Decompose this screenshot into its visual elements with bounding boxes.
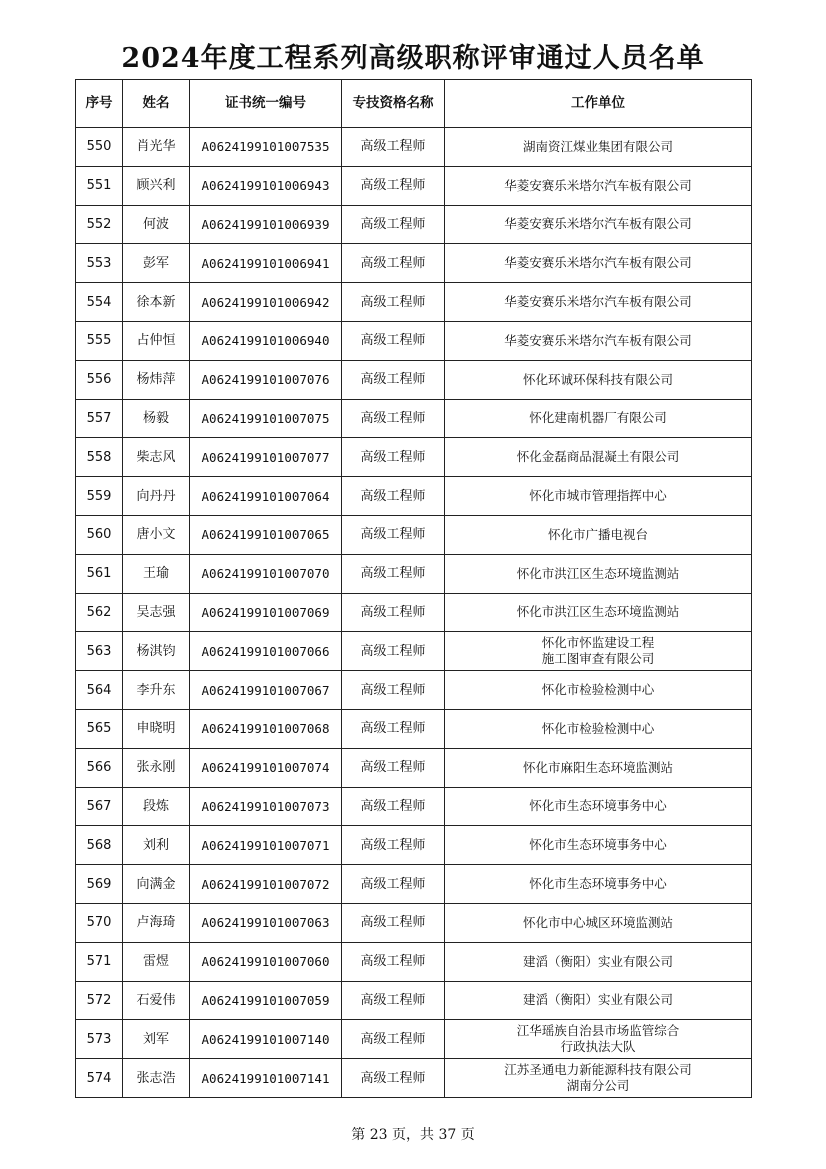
table-row <box>76 321 752 360</box>
cell-qual: 高级工程师 <box>342 205 445 244</box>
cell-seq: 550 <box>76 128 123 167</box>
cell-seq: 557 <box>76 399 123 438</box>
cell-qual: 高级工程师 <box>342 128 445 167</box>
cell-cert: A0624199101007072 <box>190 865 342 904</box>
table-row <box>76 632 752 671</box>
cell-seq: 559 <box>76 477 123 516</box>
table-row <box>76 903 752 942</box>
cell-name: 吴志强 <box>123 593 190 632</box>
cell-unit: 怀化市广播电视台 <box>445 515 752 554</box>
cell-name: 占仲恒 <box>123 321 190 360</box>
table-row <box>76 244 752 283</box>
header-seq: 序号 <box>76 80 123 128</box>
table-row <box>76 942 752 981</box>
cell-cert: A0624199101007141 <box>190 1059 342 1098</box>
cell-name: 肖光华 <box>123 128 190 167</box>
cell-name: 段炼 <box>123 787 190 826</box>
cell-seq: 570 <box>76 903 123 942</box>
cell-name: 向丹丹 <box>123 477 190 516</box>
cell-qual: 高级工程师 <box>342 244 445 283</box>
cell-qual: 高级工程师 <box>342 283 445 322</box>
cell-qual: 高级工程师 <box>342 1059 445 1098</box>
cell-unit: 建滔（衡阳）实业有限公司 <box>445 942 752 981</box>
table-row <box>76 515 752 554</box>
cell-cert: A0624199101007067 <box>190 671 342 710</box>
table-row <box>76 360 752 399</box>
cell-seq: 571 <box>76 942 123 981</box>
cell-unit: 怀化市检验检测中心 <box>445 671 752 710</box>
cell-name: 杨淇钧 <box>123 632 190 671</box>
cell-cert: A0624199101007071 <box>190 826 342 865</box>
table-row <box>76 1020 752 1059</box>
cell-unit: 怀化市怀监建设工程 施工图审查有限公司 <box>445 632 752 671</box>
cell-unit: 华菱安赛乐米塔尔汽车板有限公司 <box>445 283 752 322</box>
cell-qual: 高级工程师 <box>342 671 445 710</box>
cell-seq: 552 <box>76 205 123 244</box>
cell-qual: 高级工程师 <box>342 632 445 671</box>
cell-name: 刘军 <box>123 1020 190 1059</box>
cell-cert: A0624199101006939 <box>190 205 342 244</box>
cell-cert: A0624199101007070 <box>190 554 342 593</box>
cell-seq: 562 <box>76 593 123 632</box>
cell-unit: 怀化市城市管理指挥中心 <box>445 477 752 516</box>
cell-seq: 556 <box>76 360 123 399</box>
cell-name: 向满金 <box>123 865 190 904</box>
cell-name: 刘利 <box>123 826 190 865</box>
table-row <box>76 1059 752 1098</box>
cell-unit: 建滔（衡阳）实业有限公司 <box>445 981 752 1020</box>
cell-unit: 怀化金磊商品混凝土有限公司 <box>445 438 752 477</box>
cell-qual: 高级工程师 <box>342 942 445 981</box>
table-row <box>76 554 752 593</box>
table-row <box>76 128 752 167</box>
cell-cert: A0624199101007076 <box>190 360 342 399</box>
cell-cert: A0624199101007140 <box>190 1020 342 1059</box>
cell-qual: 高级工程师 <box>342 438 445 477</box>
table-row <box>76 826 752 865</box>
cell-name: 申晓明 <box>123 709 190 748</box>
header-name: 姓名 <box>123 80 190 128</box>
cell-qual: 高级工程师 <box>342 787 445 826</box>
table-header-row <box>76 80 752 128</box>
table-row <box>76 787 752 826</box>
cell-qual: 高级工程师 <box>342 515 445 554</box>
cell-seq: 564 <box>76 671 123 710</box>
cell-unit: 怀化市洪江区生态环境监测站 <box>445 554 752 593</box>
cell-seq: 567 <box>76 787 123 826</box>
cell-qual: 高级工程师 <box>342 826 445 865</box>
table-row <box>76 477 752 516</box>
cell-qual: 高级工程师 <box>342 981 445 1020</box>
table-row <box>76 709 752 748</box>
cell-name: 张永刚 <box>123 748 190 787</box>
cell-name: 唐小文 <box>123 515 190 554</box>
cell-qual: 高级工程师 <box>342 593 445 632</box>
cell-cert: A0624199101007077 <box>190 438 342 477</box>
cell-name: 柴志风 <box>123 438 190 477</box>
cell-seq: 565 <box>76 709 123 748</box>
cell-cert: A0624199101007063 <box>190 903 342 942</box>
cell-qual: 高级工程师 <box>342 360 445 399</box>
cell-cert: A0624199101007059 <box>190 981 342 1020</box>
cell-cert: A0624199101007075 <box>190 399 342 438</box>
cell-name: 顾兴利 <box>123 166 190 205</box>
cell-seq: 573 <box>76 1020 123 1059</box>
cell-unit: 怀化环诚环保科技有限公司 <box>445 360 752 399</box>
page-number: 第 23 页，共 37 页 <box>351 1127 475 1143</box>
cell-unit: 怀化市中心城区环境监测站 <box>445 903 752 942</box>
table-row <box>76 166 752 205</box>
roster-table <box>75 79 752 1098</box>
table-row <box>76 593 752 632</box>
cell-name: 何波 <box>123 205 190 244</box>
cell-cert: A0624199101006943 <box>190 166 342 205</box>
cell-qual: 高级工程师 <box>342 166 445 205</box>
cell-cert: A0624199101007069 <box>190 593 342 632</box>
table-row <box>76 671 752 710</box>
cell-name: 卢海琦 <box>123 903 190 942</box>
cell-seq: 554 <box>76 283 123 322</box>
cell-name: 徐本新 <box>123 283 190 322</box>
page-title: 2024年度工程系列高级职称评审通过人员名单 <box>121 43 705 74</box>
cell-seq: 574 <box>76 1059 123 1098</box>
cell-name: 杨毅 <box>123 399 190 438</box>
header-qual: 专技资格名称 <box>342 80 445 128</box>
cell-seq: 568 <box>76 826 123 865</box>
cell-cert: A0624199101007065 <box>190 515 342 554</box>
cell-name: 李升东 <box>123 671 190 710</box>
cell-unit: 华菱安赛乐米塔尔汽车板有限公司 <box>445 205 752 244</box>
table-row <box>76 438 752 477</box>
table-row <box>76 748 752 787</box>
table-row <box>76 865 752 904</box>
cell-qual: 高级工程师 <box>342 748 445 787</box>
cell-seq: 563 <box>76 632 123 671</box>
cell-seq: 561 <box>76 554 123 593</box>
cell-name: 彭军 <box>123 244 190 283</box>
cell-cert: A0624199101007066 <box>190 632 342 671</box>
cell-unit: 怀化市生态环境事务中心 <box>445 865 752 904</box>
cell-unit: 怀化建南机器厂有限公司 <box>445 399 752 438</box>
cell-qual: 高级工程师 <box>342 321 445 360</box>
cell-unit: 华菱安赛乐米塔尔汽车板有限公司 <box>445 244 752 283</box>
cell-unit: 怀化市麻阳生态环境监测站 <box>445 748 752 787</box>
cell-seq: 572 <box>76 981 123 1020</box>
cell-cert: A0624199101007535 <box>190 128 342 167</box>
cell-cert: A0624199101007064 <box>190 477 342 516</box>
cell-unit: 怀化市生态环境事务中心 <box>445 787 752 826</box>
table-row <box>76 283 752 322</box>
cell-qual: 高级工程师 <box>342 554 445 593</box>
cell-cert: A0624199101006941 <box>190 244 342 283</box>
cell-cert: A0624199101007068 <box>190 709 342 748</box>
cell-name: 雷煜 <box>123 942 190 981</box>
cell-unit: 江苏圣通电力新能源科技有限公司 湖南分公司 <box>445 1059 752 1098</box>
cell-seq: 566 <box>76 748 123 787</box>
cell-qual: 高级工程师 <box>342 865 445 904</box>
cell-qual: 高级工程师 <box>342 709 445 748</box>
cell-unit: 江华瑶族自治县市场监管综合 行政执法大队 <box>445 1020 752 1059</box>
header-cert: 证书统一编号 <box>190 80 342 128</box>
cell-name: 王瑜 <box>123 554 190 593</box>
cell-seq: 551 <box>76 166 123 205</box>
cell-seq: 560 <box>76 515 123 554</box>
cell-unit: 怀化市洪江区生态环境监测站 <box>445 593 752 632</box>
table-row <box>76 205 752 244</box>
cell-qual: 高级工程师 <box>342 903 445 942</box>
cell-name: 石爱伟 <box>123 981 190 1020</box>
cell-cert: A0624199101007060 <box>190 942 342 981</box>
cell-qual: 高级工程师 <box>342 399 445 438</box>
header-unit: 工作单位 <box>445 80 752 128</box>
cell-unit: 华菱安赛乐米塔尔汽车板有限公司 <box>445 166 752 205</box>
cell-seq: 553 <box>76 244 123 283</box>
cell-cert: A0624199101006940 <box>190 321 342 360</box>
cell-unit: 华菱安赛乐米塔尔汽车板有限公司 <box>445 321 752 360</box>
cell-cert: A0624199101007073 <box>190 787 342 826</box>
cell-cert: A0624199101007074 <box>190 748 342 787</box>
cell-unit: 怀化市生态环境事务中心 <box>445 826 752 865</box>
cell-name: 张志浩 <box>123 1059 190 1098</box>
table-row <box>76 981 752 1020</box>
cell-name: 杨炜萍 <box>123 360 190 399</box>
cell-seq: 555 <box>76 321 123 360</box>
table-row <box>76 399 752 438</box>
cell-unit: 怀化市检验检测中心 <box>445 709 752 748</box>
cell-qual: 高级工程师 <box>342 1020 445 1059</box>
cell-seq: 569 <box>76 865 123 904</box>
cell-unit: 湖南资江煤业集团有限公司 <box>445 128 752 167</box>
cell-qual: 高级工程师 <box>342 477 445 516</box>
cell-seq: 558 <box>76 438 123 477</box>
cell-cert: A0624199101006942 <box>190 283 342 322</box>
